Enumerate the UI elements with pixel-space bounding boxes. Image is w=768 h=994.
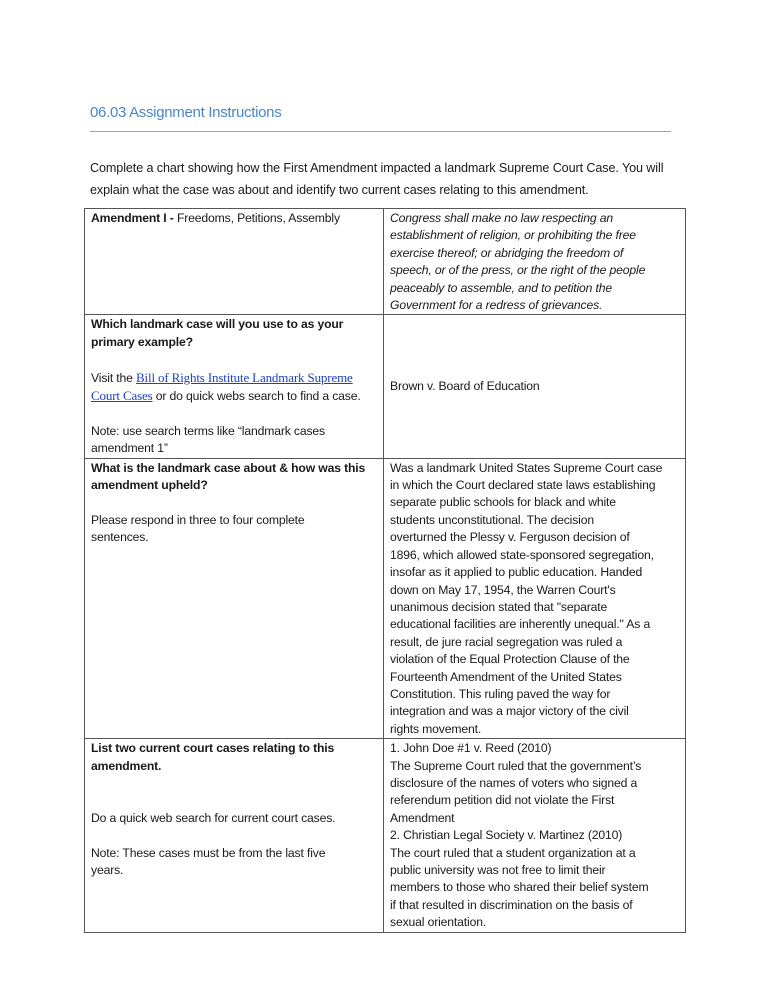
answer-line: referendum petition did not violate the First [390, 793, 615, 808]
amendment-cell [85, 209, 384, 315]
note-line: Note: use search terms like “landmark cases [91, 423, 326, 438]
answer-line: rights movement. [390, 721, 482, 736]
question-lines [91, 740, 377, 775]
answer-line: if that resulted in discrimination on the basis of [390, 897, 633, 912]
answer-line: members to those who shared their belief system [390, 880, 649, 895]
visit-line: Visit the Bill of Rights Institute Landmark Supreme [91, 369, 353, 385]
note-line: amendment 1” [91, 441, 168, 456]
answer-line: disclosure of the names of voters who signed a [390, 775, 638, 790]
question-lines [91, 316, 377, 351]
amendment-text-line: Government for a redress of grievances. [390, 298, 603, 313]
note-lines [91, 845, 377, 880]
intro-line: explain what the case was about and identify two current cases relating to this amendment. [90, 183, 589, 197]
answer-line: The court ruled that a student organization at a [390, 845, 636, 860]
question-line: primary example? [91, 334, 193, 349]
landmark-question-cell [85, 315, 384, 458]
current-cases-answer-cell[interactable] [384, 739, 686, 932]
answer-line: insofar as it applied to public education. Handed [390, 565, 643, 580]
assignment-chart [84, 208, 686, 933]
answer-line: The Supreme Court ruled that the government’s [390, 758, 642, 773]
answer-line: public university was not free to limit their [390, 863, 606, 877]
answer-line: Was a landmark United States Supreme Court case [390, 460, 663, 475]
answer-line: overturned the Plessy v. Ferguson decision of [390, 530, 630, 545]
answer-line: sexual orientation. [390, 915, 487, 930]
amendment-topics: Freedoms, Petitions, Assembly [173, 211, 340, 225]
note-line: Note: These cases must be from the last five [91, 845, 326, 860]
table-row [85, 458, 686, 739]
answer-line: Constitution. This ruling paved the way for [390, 686, 611, 701]
note-line: years. [91, 862, 124, 877]
question-line: amendment upheld? [91, 478, 208, 493]
table-row [85, 209, 686, 315]
answer-line: unanimous decision stated that "separate [390, 599, 608, 614]
amendment-text-line: speech, or of the press, or the right of the people [390, 263, 646, 278]
amendment-text-line: Congress shall make no law respecting an [390, 211, 613, 225]
answer-line: Fourteenth Amendment of the United States [390, 669, 622, 684]
answer-line: in which the Court declared state laws establishing [390, 478, 656, 493]
instruction-line: Please respond in three to four complete [91, 512, 305, 527]
amendment-label: Amendment I - [91, 211, 174, 225]
answer-line: Amendment [390, 810, 455, 825]
intro-line: Complete a chart showing how the First Amendment impacted a landmark Supreme Court Case. You will [90, 161, 664, 175]
answer-line: result, de jure racial segregation was ruled a [390, 634, 623, 649]
note-lines [91, 423, 377, 458]
table-row [85, 739, 686, 932]
instruction-lines [91, 810, 377, 827]
question-lines [91, 460, 377, 495]
bill-of-rights-link[interactable]: Bill of Rights Institute Landmark Supreme [136, 369, 353, 385]
answer-line: students unconstitutional. The decision [390, 512, 594, 527]
question-line: List two current court cases relating to this [91, 741, 335, 756]
amendment-text-line: exercise thereof; or abridging the freedom of [390, 245, 624, 260]
answer-line: integration and was a major victory of the civil [390, 704, 629, 719]
current-cases-question-cell [85, 739, 384, 932]
landmark-answer-cell[interactable] [384, 315, 686, 458]
amendment-text-cell [384, 209, 686, 315]
answer-line: 1896, which allowed state-sponsored segregation, [390, 547, 654, 562]
instruction-line: Do a quick web search for current court cases. [91, 810, 336, 825]
instruction-lines [91, 512, 377, 547]
table-row [85, 315, 686, 458]
case-about-question-cell [85, 458, 384, 739]
instruction-line: sentences. [91, 530, 149, 545]
answer-line: violation of the Equal Protection Clause of the [390, 652, 630, 667]
question-line: What is the landmark case about & how was this [91, 460, 366, 475]
page-title: 06.03 Assignment Instructions [90, 104, 282, 121]
answer-line: down on May 17, 1954, the Warren Court's [390, 582, 616, 597]
amendment-text-line: establishment of religion, or prohibiting the free [390, 228, 636, 243]
answer-line: educational facilities are inherently unequal." As a [390, 617, 651, 632]
question-line: amendment. [91, 758, 162, 773]
bill-of-rights-link-cont[interactable]: Court Cases [91, 388, 153, 404]
landmark-answer: Brown v. Board of Education [390, 379, 540, 394]
question-line: Which landmark case will you use to as your [91, 317, 344, 332]
intro-text [90, 157, 690, 201]
answer-line: separate public schools for black and white [390, 495, 616, 510]
amendment-text-line: peaceably to assemble, and to petition the [390, 280, 613, 295]
answer-line: 2. Christian Legal Society v. Martinez (2010) [390, 828, 623, 843]
visit-line: Court Cases or do quick webs search to find a case. [91, 388, 361, 404]
case-about-answer-cell[interactable] [384, 458, 686, 739]
answer-line: 1. John Doe #1 v. Reed (2010) [390, 741, 552, 756]
title-divider [90, 131, 671, 132]
